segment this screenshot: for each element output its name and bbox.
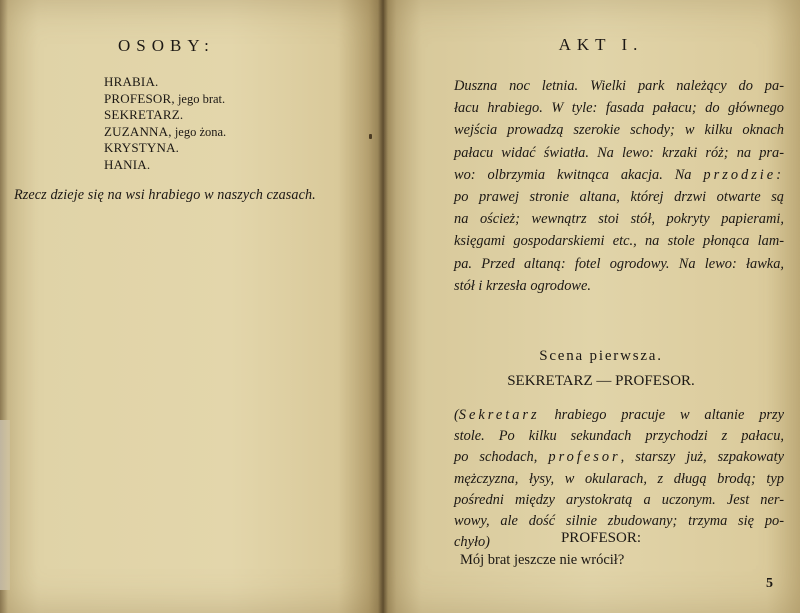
- paper-stain: [0, 420, 10, 590]
- list-item: PROFESOR, jego brat.: [104, 90, 226, 106]
- page-number: 5: [766, 576, 773, 591]
- list-item: SEKRETARZ.: [104, 107, 184, 122]
- emphasized-word: Sekretarz: [458, 407, 540, 423]
- left-page: [0, 0, 384, 613]
- list-item: HRABIA.: [104, 74, 159, 89]
- cast-list: [104, 74, 226, 173]
- stage-direction: (Sekretarz hrabiego pracuje w altanie przy stole. Po kilku sekundach przychodzi z pałacu, po schodach, profesor, starszy już, szpakowaty mężczyzna, łysy, w okularach, z długą brodą; typ pośredni między arystokratą a uczonym. Jest ner- wowy, ale dość silnie zbudowany; trzyma się po- chyło): [454, 407, 784, 551]
- speaker-name: PROFESOR:: [560, 530, 642, 546]
- emphasized-word: przodzie:: [703, 166, 784, 183]
- scene-heading: Scena pierwsza.: [539, 348, 663, 364]
- list-item: ZUZANNA, jego żona.: [104, 123, 227, 139]
- setting-note: Rzecz dzieje się na wsi hrabiego w naszych czasach.: [14, 187, 316, 203]
- emphasized-word: profesor: [548, 449, 621, 466]
- book-gutter: [378, 0, 388, 613]
- list-item: HANIA.: [104, 156, 151, 172]
- binding-thread: [369, 134, 372, 139]
- stage-description: Duszna noc letnia. Wielki park należący do pa- łacu hrabiego. W tyle: fasada pałacu; do głównego wejścia prowadzą szerokie schody; w kilku oknach pałacu widać światła. Na lewo: krzaki róż; na pra- wo: olbrzymia kwitnąca akacja. Na przodzie: po prawej stronie altana, której drzwi otwarte są na oścież; wewnątrz stoi stół, pokryty papierami, księgami gospodarskiemi etc., na stole płonąca lam- pa. Przed altaną: fotel ogrodowy. Na lewo: ławka, stół i krzesła ogrodowe.: [454, 78, 784, 294]
- act-heading: AKT I.: [558, 35, 644, 54]
- scene-characters: SEKRETARZ — PROFESOR.: [507, 373, 695, 389]
- list-item: KRYSTYNA.: [104, 140, 180, 155]
- dialogue-line: Mój brat jeszcze nie wrócił?: [460, 552, 625, 568]
- right-page: [384, 0, 800, 613]
- cast-heading: OSOBY:: [118, 36, 215, 55]
